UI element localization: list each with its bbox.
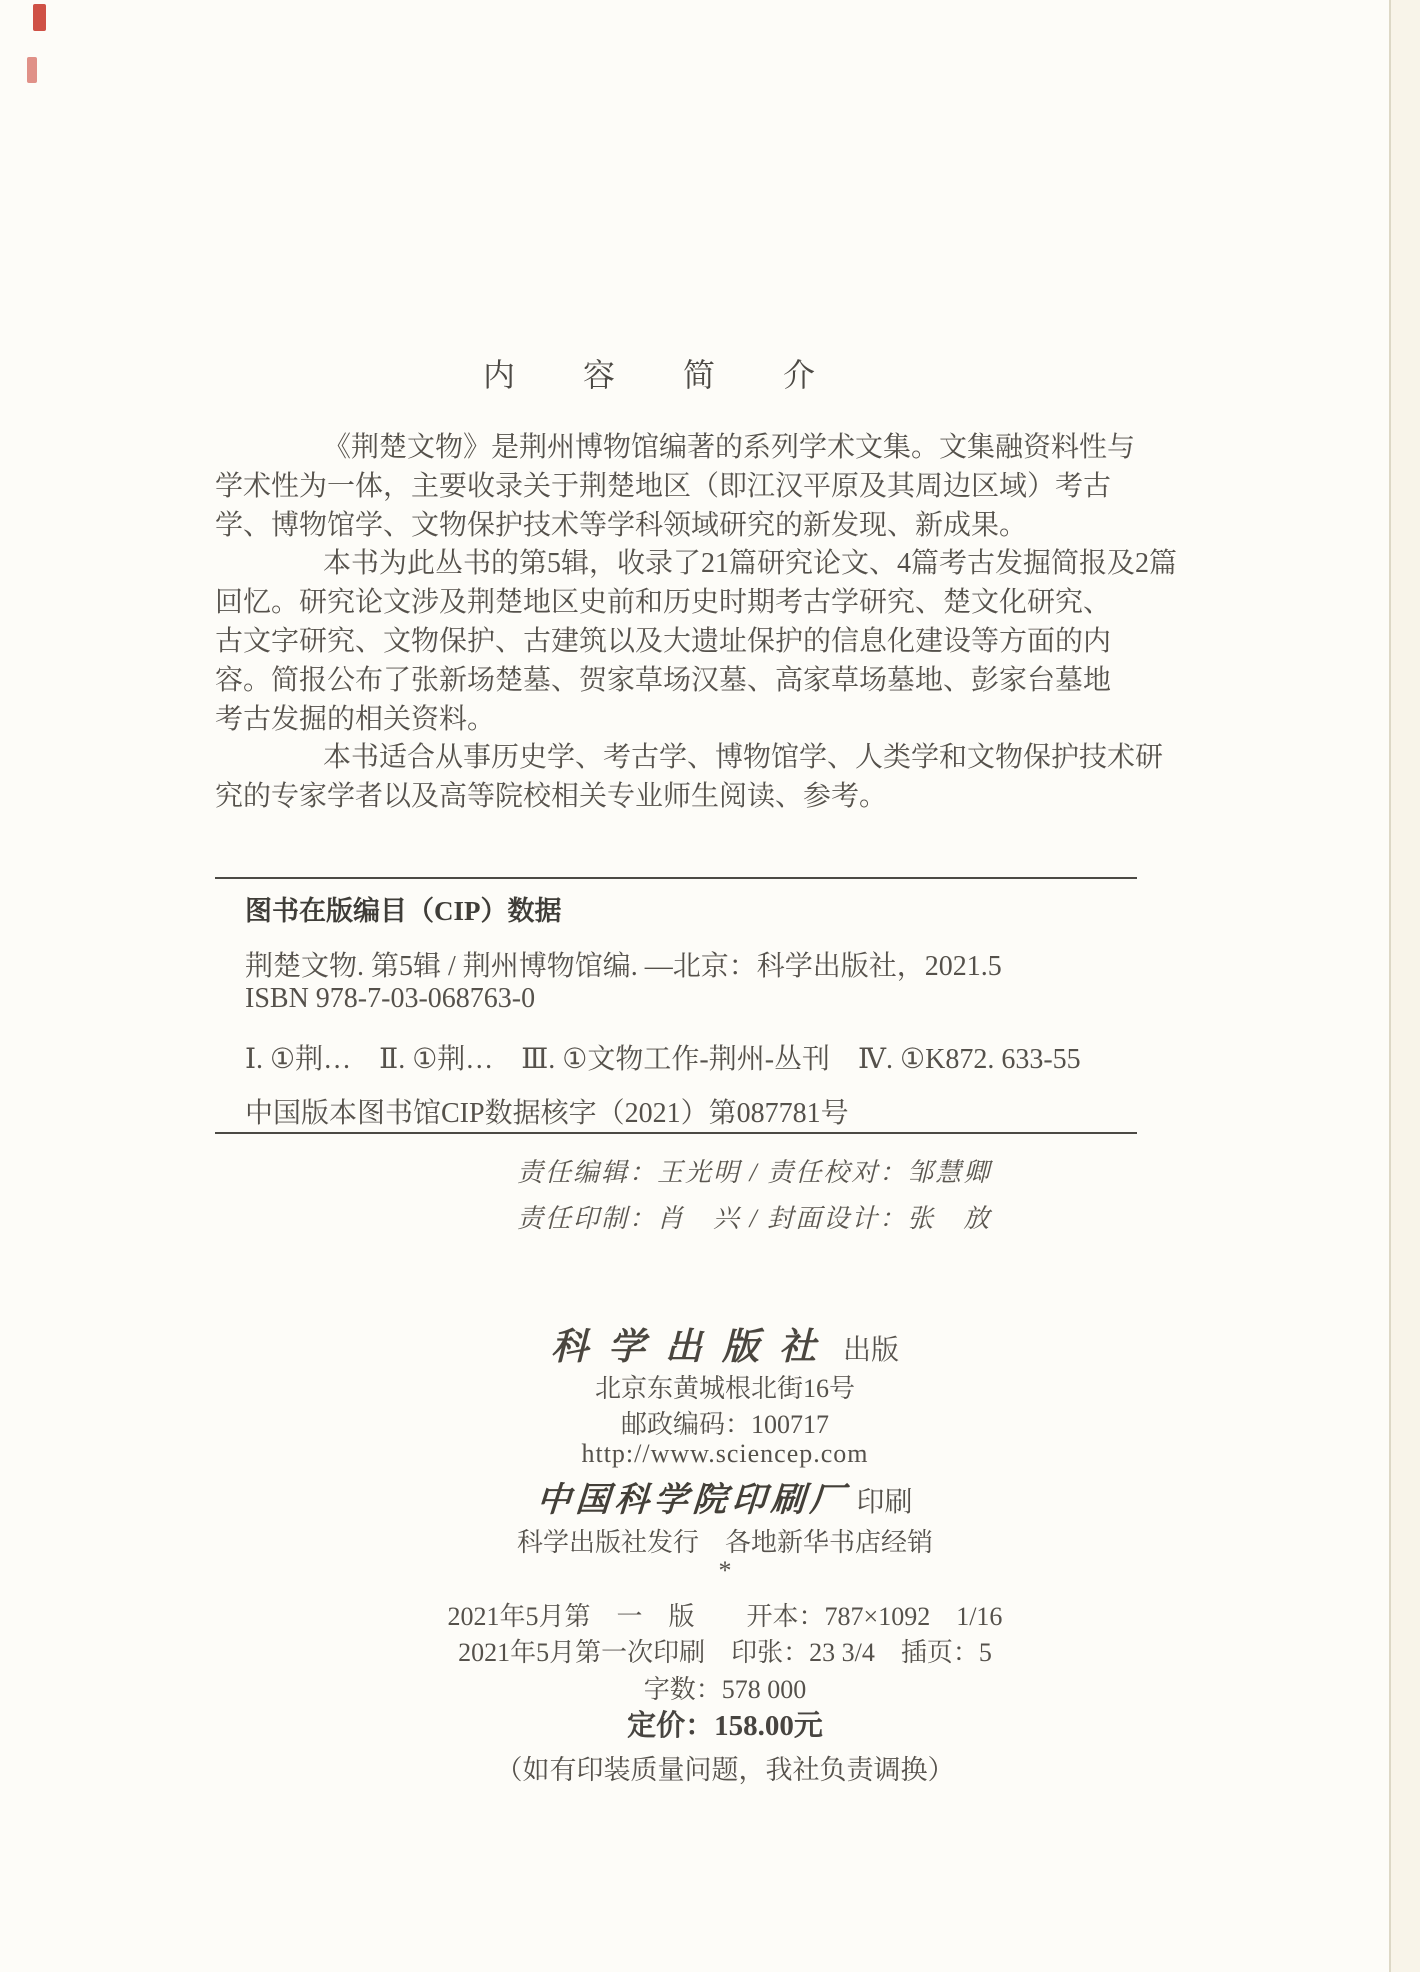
postal-code: 邮政编码：100717 xyxy=(620,1410,829,1439)
editorial-staff-credits xyxy=(517,1150,991,1242)
intro-line: 考古发掘的相关资料。 xyxy=(215,703,496,735)
intro-line: 古文字研究、文物保护、古建筑以及大遗址保护的信息化建设等方面的内 xyxy=(215,625,1112,657)
price-value: 158.00元 xyxy=(714,1710,823,1742)
printer-calligraphy-logo: 中国科学院印刷厂 xyxy=(535,1482,851,1519)
printer-suffix: 印刷 xyxy=(849,1487,913,1518)
separator-asterisk: * xyxy=(718,1556,732,1585)
intro-line: 容。简报公布了张新场楚墓、贺家草场汉墓、高家草场墓地、彭家台墓地 xyxy=(215,664,1112,696)
cip-classification: Ⅰ. ①荆… Ⅱ. ①荆… Ⅲ. ①文物工作-荆州-丛刊 Ⅳ. ①K872. 633-55 xyxy=(245,1044,1081,1075)
cip-heading: 图书在版编目（CIP）数据 xyxy=(245,896,562,926)
publisher-website: http://www.sciencep.com xyxy=(581,1439,869,1468)
edition-format-line: 2021年5月第 一 版 开本：787×1092 1/16 xyxy=(447,1602,1003,1631)
price-label: 定价： xyxy=(627,1710,715,1742)
cip-record-number: 中国版本图书馆CIP数据核字（2021）第087781号 xyxy=(245,1098,849,1129)
cip-divider-top xyxy=(215,877,1137,879)
intro-line: 本书适合从事历史学、考古学、博物馆学、人类学和文物保护技术研 xyxy=(323,742,1164,774)
content-summary-title: 内 容 简 介 xyxy=(482,357,817,393)
publisher-suffix: 出版 xyxy=(835,1335,899,1366)
intro-line: 本书为此丛书的第5辑，收录了21篇研究论文、4篇考古发掘简报及2篇 xyxy=(323,548,1178,580)
intro-line: 学、博物馆学、文物保护技术等学科领域研究的新发现、新成果。 xyxy=(215,509,1028,541)
intro-line: 《荆楚文物》是荆州博物馆编著的系列学术文集。文集融资料性与 xyxy=(323,432,1136,463)
word-count: 字数：578 000 xyxy=(643,1675,807,1704)
intro-line: 回忆。研究论文涉及荆楚地区史前和历史时期考古学研究、楚文化研究、 xyxy=(215,587,1112,619)
publisher-line xyxy=(215,1316,1235,1370)
publisher-address: 北京东黄城根北街16号 xyxy=(594,1374,855,1403)
distribution-line: 科学出版社发行 各地新华书店经销 xyxy=(516,1528,933,1557)
quality-notice: （如有印装质量问题，我社负责调换） xyxy=(495,1755,955,1785)
page-edge-ink-mark xyxy=(33,4,46,31)
intro-line: 学术性为一体，主要收录关于荆楚地区（即江汉平原及其周边区域）考古 xyxy=(215,470,1112,502)
cip-bibliographic-line: 荆楚文物. 第5辑 / 荆州博物馆编. —北京：科学出版社，2021.5 xyxy=(245,951,1002,982)
price-line xyxy=(215,1703,1235,1744)
scan-page-edge xyxy=(1389,0,1420,1972)
page-edge-ink-mark xyxy=(27,57,37,83)
cip-divider-bottom xyxy=(215,1132,1137,1134)
intro-line: 究的专家学者以及高等院校相关专业师生阅读、参考。 xyxy=(215,781,888,813)
printing-sheets-line: 2021年5月第一次印刷 印张：23 3/4 插页：5 xyxy=(458,1638,992,1667)
publisher-calligraphy-logo: 科学出版社 xyxy=(550,1327,836,1368)
content-summary-paragraphs xyxy=(215,429,1178,817)
printer-line xyxy=(215,1472,1235,1521)
staff-printing-line: 责任印制：肖 兴 / 封面设计：张 放 xyxy=(517,1204,992,1233)
staff-editors-line: 责任编辑：王光明 / 责任校对：邹慧卿 xyxy=(517,1158,992,1187)
isbn-number: ISBN 978-7-03-068763-0 xyxy=(245,983,536,1014)
